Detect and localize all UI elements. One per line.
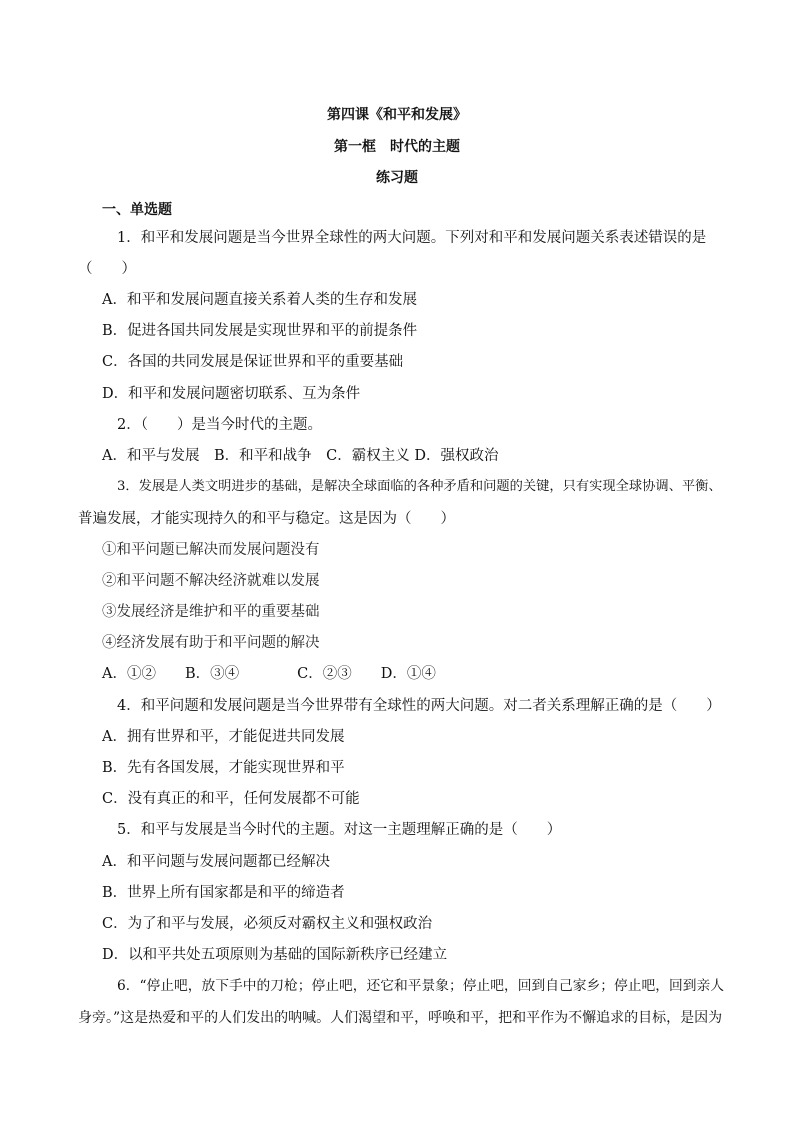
q3-statement-1: ①和平问题已解决而发展问题没有 <box>102 542 320 558</box>
q4-option-a: A．拥有世界和平，才能促进共同发展 <box>102 729 345 745</box>
q4-option-c: C．没有真正的和平，任何发展都不可能 <box>102 791 360 807</box>
q2-options: A．和平与发展 B．和平和战争 C．霸权主义 D．强权政治 <box>102 448 499 464</box>
q1-option-c: C．各国的共同发展是保证世界和平的重要基础 <box>102 354 404 370</box>
q4-option-b: B．先有各国发展，才能实现世界和平 <box>102 760 345 776</box>
q5-option-a: A．和平问题与发展问题都已经解决 <box>102 854 330 870</box>
q3-options: A．①② B．③④ C．②③ D．①④ <box>102 666 436 682</box>
q5-option-c: C．为了和平与发展，必须反对霸权主义和强权政治 <box>102 916 433 932</box>
q1-stem-line2: （ ） <box>78 261 136 277</box>
section-title: 一、单选题 <box>102 202 172 218</box>
exercise-title: 练习题 <box>376 170 418 186</box>
q3-statement-4: ④经济发展有助于和平问题的解决 <box>102 635 320 651</box>
q5-option-d: D．以和平共处五项原则为基础的国际新秩序已经建立 <box>102 947 448 963</box>
lesson-title: 第四课《和平和发展》 <box>327 107 467 123</box>
q1-option-a: A．和平和发展问题直接关系着人类的生存和发展 <box>102 292 417 308</box>
frame-title: 第一框 时代的主题 <box>334 139 460 155</box>
q3-stem-line2: 普遍发展，才能实现持久的和平与稳定。这是因为（ ） <box>78 511 455 527</box>
q5-option-b: B．世界上所有国家都是和平的缔造者 <box>102 885 345 901</box>
q4-stem: 4．和平问题和发展问题是当今世界带有全球性的两大问题。对二者关系理解正确的是（ ） <box>117 698 721 714</box>
q5-stem: 5．和平与发展是当今时代的主题。对这一主题理解正确的是（ ） <box>117 822 562 838</box>
q3-statement-2: ②和平问题不解决经济就难以发展 <box>102 573 320 589</box>
q3-statement-3: ③发展经济是维护和平的重要基础 <box>102 604 320 620</box>
q1-option-b: B．促进各国共同发展是实现世界和平的前提条件 <box>102 323 418 339</box>
q3-stem-line1: 3．发展是人类文明进步的基础，是解决全球面临的各种矛盾和问题的关键，只有实现全球协调、平衡、 <box>117 479 722 494</box>
q1-option-d: D．和平和发展问题密切联系、互为条件 <box>102 386 361 402</box>
q6-stem-line1: 6．“停止吧，放下手中的刀枪；停止吧，还它和平景象；停止吧，回到自己家乡；停止吧，回到亲人 <box>117 978 725 994</box>
q1-stem-line1: 1．和平和发展问题是当今世界全球性的两大问题。下列对和平和发展问题关系表述错误的是 <box>117 230 707 246</box>
q2-stem: 2．（ ）是当今时代的主题。 <box>117 417 322 433</box>
q6-stem-line2: 身旁。”这是热爱和平的人们发出的呐喊。人们渴望和平，呼唤和平，把和平作为不懈追求的目标，是因为 <box>78 1010 723 1026</box>
